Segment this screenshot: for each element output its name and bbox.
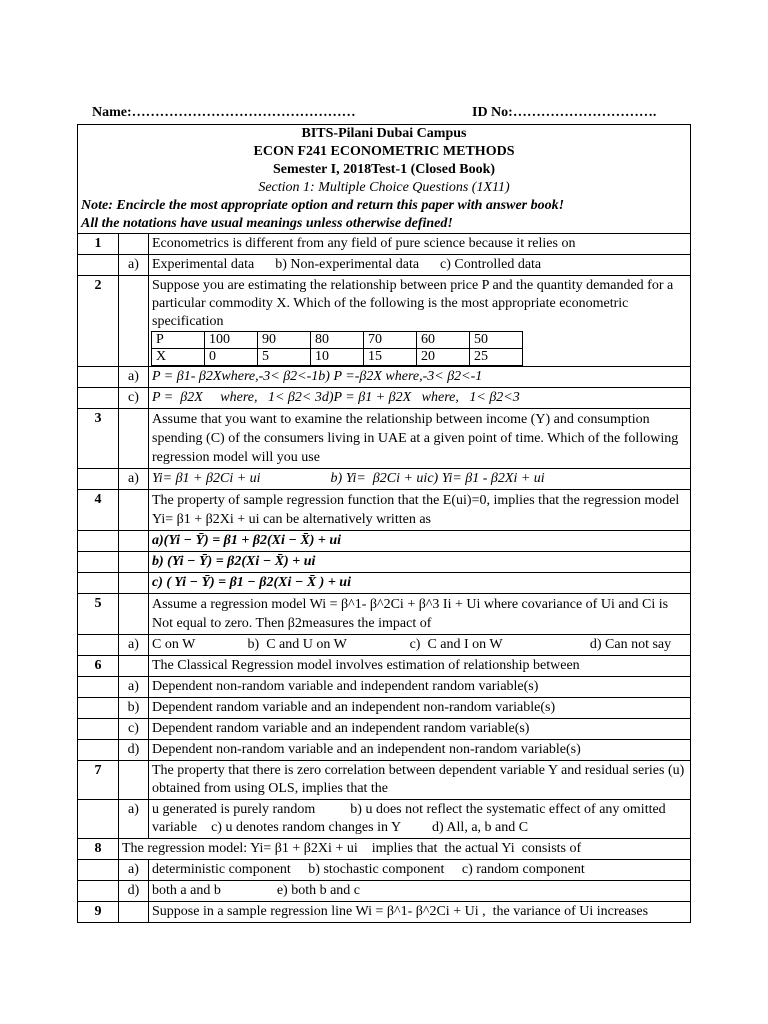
table-cell: 90 xyxy=(258,332,311,349)
table-cell: 100 xyxy=(205,332,258,349)
question-row xyxy=(78,761,691,800)
exam-table xyxy=(77,124,691,923)
exam-header xyxy=(78,125,691,234)
option-label: a) xyxy=(119,255,149,276)
question-row xyxy=(78,902,691,923)
option-row xyxy=(78,531,691,552)
option-row xyxy=(78,860,691,881)
question-text: The Classical Regression model involves estimation of relationship between xyxy=(149,656,691,677)
table-cell: 25 xyxy=(470,349,523,366)
option-label: b) xyxy=(119,698,149,719)
option-label: d) xyxy=(119,881,149,902)
question-row xyxy=(78,490,691,531)
option-label: c) xyxy=(119,719,149,740)
option-row xyxy=(78,800,691,839)
table-cell: 15 xyxy=(364,349,417,366)
option-row xyxy=(78,255,691,276)
quantity-row xyxy=(152,349,523,366)
question-text: Assume that you want to examine the relationship between income (Y) and consumption spending (C) of the consumers living in UAE at a given point of time. Which of the following regression model will you use xyxy=(149,409,691,469)
question-row xyxy=(78,839,691,860)
option-text: b) (Yi − Ȳ) = β2(Xi − X̄) + ui xyxy=(149,552,691,573)
table-cell: 80 xyxy=(311,332,364,349)
option-label: c) xyxy=(119,388,149,409)
question-row xyxy=(78,656,691,677)
question-text: Suppose in a sample regression line Wi = β^1- β^2Ci + Ui , the variance of Ui increases xyxy=(149,902,691,923)
option-label: a) xyxy=(119,635,149,656)
option-text: a)(Yi − Ȳ) = β1 + β2(Xi − X̄) + ui xyxy=(149,531,691,552)
option-text: Dependent non-random variable and independent random variable(s) xyxy=(149,677,691,698)
option-label: a) xyxy=(119,677,149,698)
semester-title: Semester I, 2018Test-1 (Closed Book) xyxy=(272,162,496,177)
option-text: P = β2X where, 1< β2< 3d)P = β1 + β2X where, 1< β2<3 xyxy=(149,388,691,409)
option-row xyxy=(78,719,691,740)
option-row xyxy=(78,469,691,490)
table-cell: 20 xyxy=(417,349,470,366)
question-row xyxy=(78,594,691,635)
question-text: The property that there is zero correlation between dependent variable Y and residual series (u) obtained from using OLS, implies that the xyxy=(149,761,691,800)
option-text: P = β1- β2Xwhere,-3< β2<-1b) P =-β2X where,-3< β2<-1 xyxy=(149,367,691,388)
price-row xyxy=(152,332,523,349)
question-row xyxy=(78,409,691,469)
campus-title: BITS-Pilani Dubai Campus xyxy=(301,126,467,141)
option-label: a) xyxy=(119,800,149,839)
option-text: c) ( Yi − Ȳ) = β1 − β2(Xi − X̄ ) + ui xyxy=(149,573,691,594)
question-text: The regression model: Yi= β1 + β2Xi + ui implies that the actual Yi consists of xyxy=(119,839,691,860)
option-row xyxy=(78,552,691,573)
question-number: 9 xyxy=(78,902,119,923)
option-text: Yi= β1 + β2Ci + ui b) Yi= β2Ci + uic) Yi= β1 - β2Xi + ui xyxy=(149,469,691,490)
id-label: ID No:…………………………. xyxy=(472,105,657,120)
note-line-1: Note: Encircle the most appropriate option and return this paper with answer book! xyxy=(81,198,565,213)
option-text: Dependent random variable and an independent non-random variable(s) xyxy=(149,698,691,719)
header-row xyxy=(78,125,691,234)
option-label: a) xyxy=(119,860,149,881)
option-text: deterministic component b) stochastic component c) random component xyxy=(149,860,691,881)
price-quantity-table xyxy=(151,331,523,366)
table-cell: 70 xyxy=(364,332,417,349)
option-row xyxy=(78,677,691,698)
table-cell: 50 xyxy=(470,332,523,349)
table-cell: 60 xyxy=(417,332,470,349)
option-row xyxy=(78,367,691,388)
table-cell: X xyxy=(152,349,205,366)
option-row xyxy=(78,388,691,409)
option-row xyxy=(78,881,691,902)
table-cell: 10 xyxy=(311,349,364,366)
question-number: 2 xyxy=(78,276,119,367)
question-row xyxy=(78,276,691,367)
note-line-2: All the notations have usual meanings unless otherwise defined! xyxy=(81,216,453,231)
question-number: 3 xyxy=(78,409,119,469)
section-title: Section 1: Multiple Choice Questions (1X11) xyxy=(258,180,510,195)
question-text: The property of sample regression function that the E(ui)=0, implies that the regression model Yi= β1 + β2Xi + ui can be alternatively written as xyxy=(149,490,691,531)
question-number: 8 xyxy=(78,839,119,860)
question-text: Suppose you are estimating the relationship between price P and the quantity demanded for a particular commodity X. Which of the following is the most appropriate econometric specification xyxy=(152,278,674,329)
option-text: u generated is purely random b) u does not reflect the systematic effect of any omitted variable c) u denotes random changes in Y d) All, a, b and C xyxy=(149,800,691,839)
option-text: both a and b e) both b and c xyxy=(149,881,691,902)
option-text: Experimental data b) Non-experimental data c) Controlled data xyxy=(149,255,691,276)
option-label-blank xyxy=(119,234,149,255)
question-number: 4 xyxy=(78,490,119,531)
name-label: Name:………………………………………… xyxy=(92,105,356,120)
option-label: a) xyxy=(119,469,149,490)
question-row xyxy=(78,234,691,255)
option-row xyxy=(78,698,691,719)
question-text: Assume a regression model Wi = β^1- β^2Ci + β^3 Ii + Ui where covariance of Ui and Ci is Not equal to zero. Then β2measures the impact of xyxy=(149,594,691,635)
table-cell: 5 xyxy=(258,349,311,366)
option-text: C on W b) C and U on W c) C and I on W d) Can not say xyxy=(149,635,691,656)
table-cell: 0 xyxy=(205,349,258,366)
question-number: 6 xyxy=(78,656,119,677)
option-text: Dependent non-random variable and an independent non-random variable(s) xyxy=(149,740,691,761)
question-number: 1 xyxy=(78,234,119,255)
option-label: a) xyxy=(119,367,149,388)
option-row xyxy=(78,635,691,656)
question-text: Econometrics is different from any field of pure science because it relies on xyxy=(149,234,691,255)
option-label: d) xyxy=(119,740,149,761)
question-number: 7 xyxy=(78,761,119,800)
question-number: 5 xyxy=(78,594,119,635)
option-row xyxy=(78,740,691,761)
option-text: Dependent random variable and an independent random variable(s) xyxy=(149,719,691,740)
course-title: ECON F241 ECONOMETRIC METHODS xyxy=(253,144,515,159)
table-cell: P xyxy=(152,332,205,349)
question-cell xyxy=(149,276,691,367)
option-row xyxy=(78,573,691,594)
